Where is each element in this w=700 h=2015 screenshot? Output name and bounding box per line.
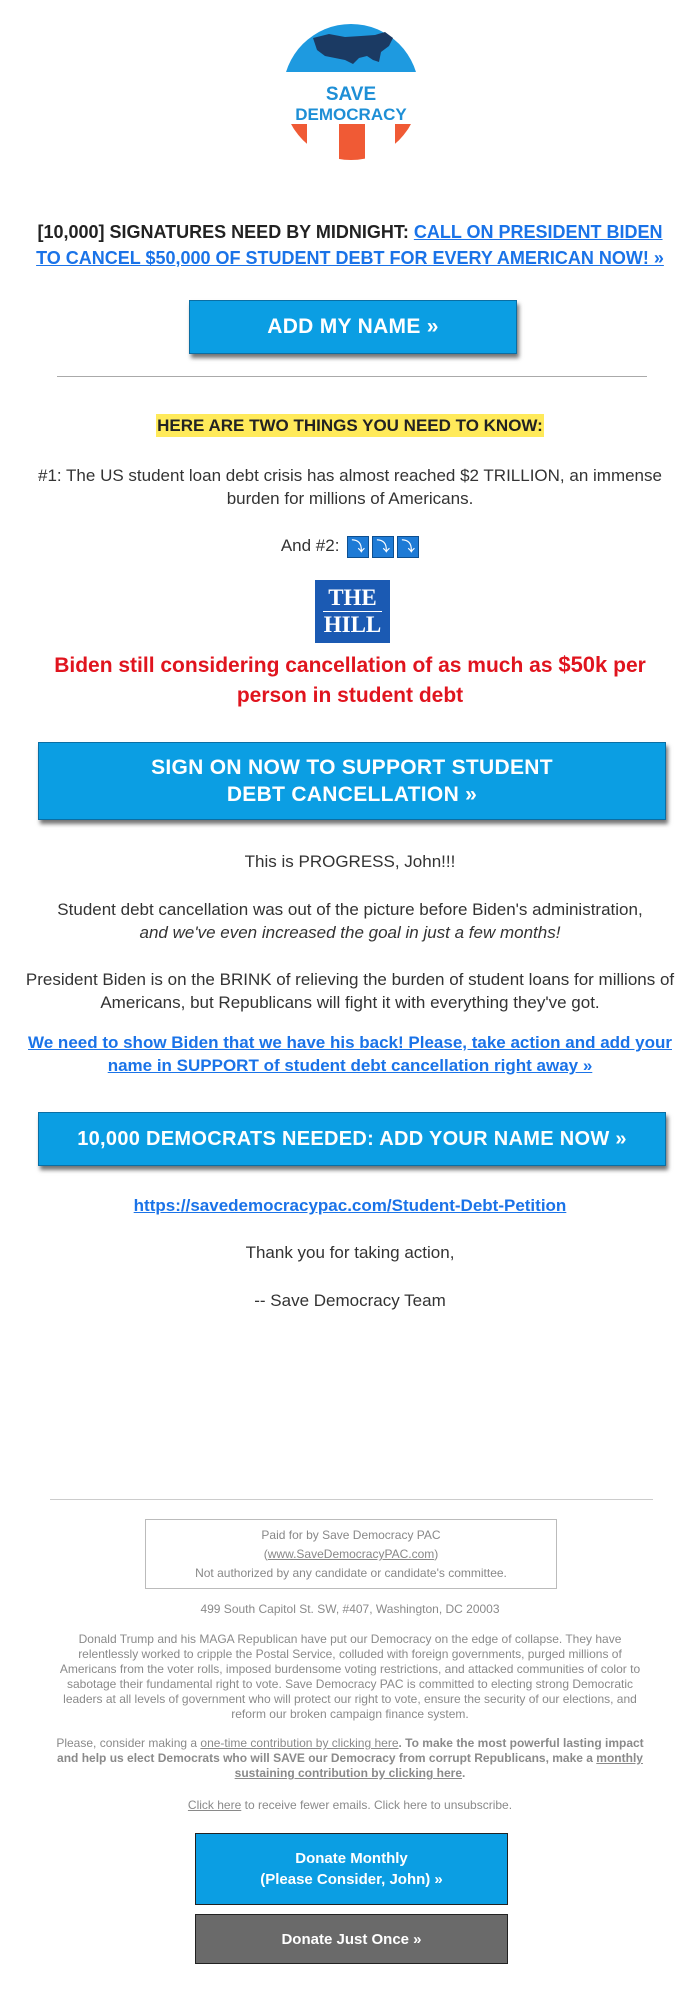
consider-text: Please, consider making a one-time contribution by clicking here. To make the most powerful lasting impact and help us elect Democrats who will SAVE our Democracy from corrupt Republicans, make a monthly sustaining contribution by clicking here.: [56, 1736, 644, 1780]
progress-text: This is PROGRESS, John!!!: [244, 852, 456, 871]
brink-text: President Biden is on the BRINK of relieving the burden of student loans for millions of Americans, but Republicans will fight it with everything they've got.: [25, 970, 675, 1012]
donate-monthly-button[interactable]: [195, 1833, 508, 1905]
petition-url: [0, 1196, 700, 1216]
donate-monthly-sub: (Please Consider, John) »: [260, 1871, 443, 1888]
divider: [57, 376, 647, 377]
sign-on-button-label: SIGN ON NOW TO SUPPORT STUDENT DEBT CANCELLATION »: [151, 756, 553, 806]
headline-link[interactable]: CALL ON PRESIDENT BIDEN TO CANCEL $50,000 OF STUDENT DEBT FOR EVERY AMERICAN NOW! »: [36, 222, 664, 268]
cancellation-text: [20, 898, 680, 944]
footer-intro: Donald Trump and his MAGA Republican have put our Democracy on the edge of collapse. They have relentlessly worked to cripple the Postal Service, colluded with foreign governments, purged millions of Americans from the voter rolls, imposed burdensome voting restrictions, and attacked communities of color to sabotage their fundamental right to vote. Save Democracy PAC is committed to electing strong Democratic leaders at all levels of government who will protect our right to vote, ensure the security of our elections, and reform our broken campaign finance system.: [59, 1632, 641, 1721]
paid-by-text: Paid for by Save Democracy PAC: [261, 1528, 441, 1542]
logo-line2: DEMOCRACY: [295, 105, 407, 124]
news-headline: [30, 650, 670, 711]
hill-logo-line1: THE: [328, 585, 377, 610]
arrow-down-icon: ⤵: [372, 536, 394, 558]
one-time-contribution-link[interactable]: one-time contribution by clicking here: [200, 1736, 399, 1750]
address-text: 499 South Capitol St. SW, #407, Washington, DC 20003: [200, 1602, 500, 1616]
save-democracy-logo: [283, 16, 419, 168]
petition-url-link[interactable]: https://savedemocracypac.com/Student-Debt-Petition: [133, 1196, 567, 1215]
monthly-contribution-link[interactable]: monthly sustaining contribution by clicking here: [234, 1751, 643, 1780]
logo-line1: SAVE: [325, 84, 377, 105]
the-hill-logo: [315, 580, 390, 643]
add-my-name-button[interactable]: ADD MY NAME »: [189, 300, 517, 354]
paid-site-line: (www.SaveDemocracyPAC.com): [263, 1547, 439, 1561]
site-link[interactable]: www.SaveDemocracyPAC.com: [267, 1547, 435, 1561]
know-heading: [0, 416, 700, 436]
sign-on-button[interactable]: [38, 742, 666, 820]
signoff-text: -- Save Democracy Team: [254, 1291, 446, 1310]
thanks-text: Thank you for taking action,: [245, 1243, 455, 1262]
footer-divider: [50, 1499, 653, 1500]
cta-paragraph: [20, 1031, 680, 1077]
arrow-down-icon: ⤵: [347, 536, 369, 558]
not-authorized-text: Not authorized by any candidate or candidate's committee.: [195, 1566, 507, 1580]
point-two-label: And #2:: [280, 536, 340, 555]
news-headline-part2: per person in student debt: [236, 654, 646, 707]
point-one: #1: The US student loan debt crisis has almost reached $2 TRILLION, an immense burden for millions of Americans.: [38, 466, 662, 508]
point-two: [20, 534, 680, 558]
news-headline-amount: $50k: [558, 652, 608, 677]
hill-logo-line2: HILL: [323, 612, 382, 637]
paid-for-box: [145, 1519, 557, 1589]
democrats-needed-button[interactable]: 10,000 DEMOCRATS NEEDED: ADD YOUR NAME NOW »: [38, 1112, 666, 1166]
cancellation-text-b: and we've even increased the goal in just a few months!: [139, 923, 561, 942]
donate-monthly-label: Donate Monthly: [295, 1850, 408, 1867]
donate-once-button[interactable]: Donate Just Once »: [195, 1914, 508, 1964]
cta-link[interactable]: We need to show Biden that we have his back! Please, take action and add your name in SUPPORT of student debt cancellation right away »: [28, 1033, 672, 1075]
unsubscribe-text: Click here to receive fewer emails. Click here to unsubscribe.: [187, 1798, 513, 1812]
signature-count: [10,000]: [37, 222, 105, 242]
signature-headline: [30, 219, 670, 271]
know-heading-text: HERE ARE TWO THINGS YOU NEED TO KNOW:: [157, 416, 543, 435]
news-headline-part1: Biden still considering cancellation of as much as: [54, 654, 559, 677]
headline-lead: SIGNATURES NEED BY MIDNIGHT:: [104, 222, 414, 242]
fewer-emails-link[interactable]: Click here: [187, 1798, 242, 1812]
arrow-down-icon: ⤵: [397, 536, 419, 558]
cancellation-text-a: Student debt cancellation was out of the picture before Biden's administration,: [57, 900, 643, 919]
